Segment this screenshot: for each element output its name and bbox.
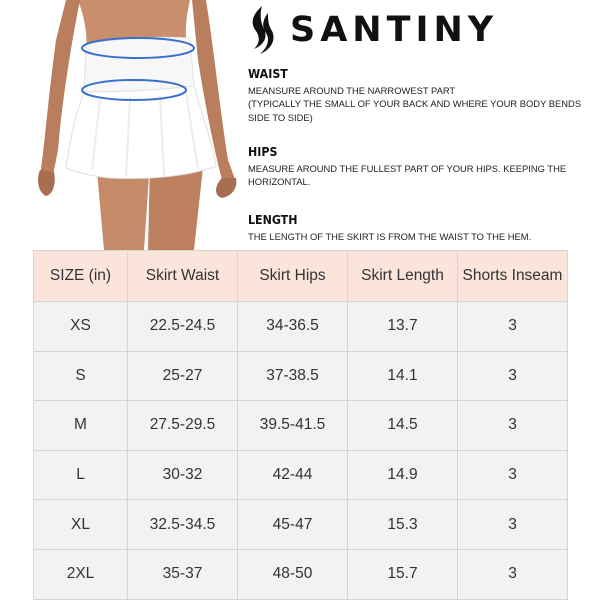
cell-length: 13.7 — [348, 302, 458, 352]
cell-waist: 27.5-29.5 — [128, 401, 238, 451]
cell-hips: 39.5-41.5 — [238, 401, 348, 451]
waist-title: WAIST — [248, 67, 288, 81]
hips-description: MEASURE AROUND THE FULLEST PART OF YOUR HIPS. KEEPING THE HORIZONTAL. — [248, 163, 567, 188]
cell-hips: 42-44 — [238, 450, 348, 500]
cell-hips: 45-47 — [238, 500, 348, 550]
model-left-hand — [38, 170, 55, 196]
cell-waist: 35-37 — [128, 549, 238, 599]
flame-swirl-icon — [246, 5, 276, 55]
cell-hips: 34-36.5 — [238, 302, 348, 352]
waist-description: MEANSURE AROUND THE NARROWEST PART (TYPICALLY THE SMALL OF YOUR BACK AND WHERE YOUR BODY BENDS SIDE TO SIDE) — [248, 85, 582, 123]
table-row — [34, 500, 568, 550]
cell-waist: 30-32 — [128, 450, 238, 500]
waist-guide — [248, 67, 593, 124]
table-row — [34, 549, 568, 599]
cell-hips: 37-38.5 — [238, 351, 348, 401]
cell-inseam: 3 — [458, 401, 568, 451]
cell-size: M — [34, 401, 128, 451]
cell-inseam: 3 — [458, 351, 568, 401]
hips-guide — [248, 145, 593, 189]
model-right-hand — [216, 178, 236, 198]
table-row — [34, 401, 568, 451]
length-description: THE LENGTH OF THE SKIRT IS FROM THE WAIST TO THE HEM. — [248, 231, 532, 242]
header-skirt-hips: Skirt Hips — [238, 251, 348, 302]
brand-name: SANTINY — [290, 9, 499, 50]
cell-size: L — [34, 450, 128, 500]
cell-inseam: 3 — [458, 549, 568, 599]
table-header-row — [34, 251, 568, 302]
cell-length: 15.7 — [348, 549, 458, 599]
model-photo — [0, 0, 242, 250]
table-row — [34, 351, 568, 401]
cell-inseam: 3 — [458, 500, 568, 550]
cell-length: 14.9 — [348, 450, 458, 500]
cell-waist: 22.5-24.5 — [128, 302, 238, 352]
header-skirt-waist: Skirt Waist — [128, 251, 238, 302]
length-guide — [248, 213, 593, 243]
cell-size: S — [34, 351, 128, 401]
cell-inseam: 3 — [458, 302, 568, 352]
cell-size: XL — [34, 500, 128, 550]
hips-title: HIPS — [248, 145, 278, 159]
cell-hips: 48-50 — [238, 549, 348, 599]
cell-length: 14.5 — [348, 401, 458, 451]
table-row — [34, 302, 568, 352]
size-chart-table — [33, 250, 568, 600]
table-row — [34, 450, 568, 500]
cell-size: 2XL — [34, 549, 128, 599]
header-skirt-length: Skirt Length — [348, 251, 458, 302]
cell-inseam: 3 — [458, 450, 568, 500]
cell-length: 14.1 — [348, 351, 458, 401]
cell-waist: 25-27 — [128, 351, 238, 401]
brand-header — [246, 4, 498, 56]
cell-length: 15.3 — [348, 500, 458, 550]
cell-waist: 32.5-34.5 — [128, 500, 238, 550]
header-size: SIZE (in) — [34, 251, 128, 302]
cell-size: XS — [34, 302, 128, 352]
length-title: LENGTH — [248, 213, 298, 227]
header-shorts-inseam: Shorts Inseam — [458, 251, 568, 302]
